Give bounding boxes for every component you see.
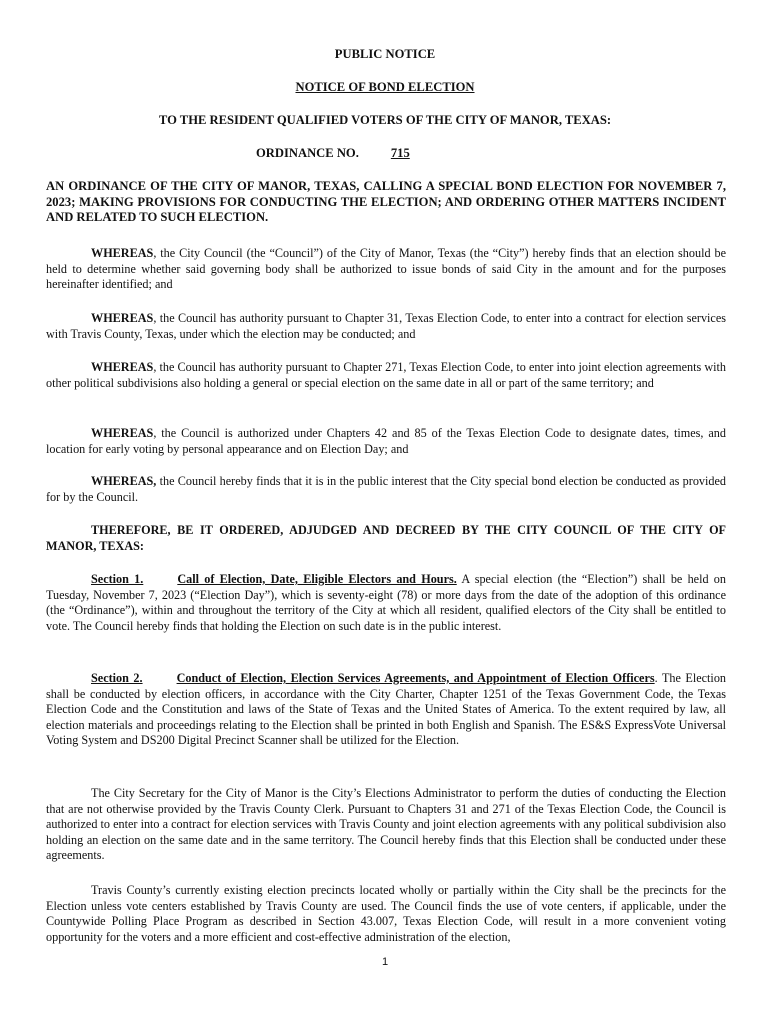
ordinance-number: 715 [390, 146, 410, 160]
whereas-lead: WHEREAS [91, 360, 154, 374]
section-2-paragraph [46, 671, 726, 749]
whereas-text: , the Council is authorized under Chapters 42 and 85 of the Texas Election Code to designate dates, times, and location for early voting by personal appearance and on Election Day; and [46, 426, 726, 456]
whereas-text: , the City Council (the “Council”) of the City of Manor, Texas (the “City”) hereby finds that an election should be held to determine whether said governing body shall be authorized to issue bonds of said City in the amount and for the purposes hereinafter identified; and [46, 246, 726, 292]
page-number: 1 [381, 956, 389, 968]
section-1-paragraph [46, 572, 726, 634]
whereas-paragraph [46, 426, 726, 457]
section-heading: Call of Election, Date, Eligible Electors and Hours. [177, 572, 457, 586]
public-notice-heading: PUBLIC NOTICE [334, 47, 436, 61]
whereas-lead: WHEREAS [91, 246, 154, 260]
ordinance-number-line [256, 146, 416, 162]
section-number: Section 1. [91, 572, 144, 586]
whereas-text: , the Council has authority pursuant to Chapter 271, Texas Election Code, to enter into joint election agreements with other political subdivisions also holding a general or special election on the same date in all or part of the same territory; and [46, 360, 726, 390]
notice-title: NOTICE OF BOND ELECTION [295, 80, 475, 94]
whereas-text: , the Council has authority pursuant to Chapter 31, Texas Election Code, to enter into a contract for election services with Travis County, Texas, under which the election may be conducted; and [46, 311, 726, 341]
whereas-lead: WHEREAS [91, 426, 154, 440]
section-text: . The Election shall be conducted by election officers, in accordance with the City Charter, Chapter 1251 of the Texas Government Code, the Texas Election Code and the Constitution and laws of the State of Texas and the United States of America. To the extent required by law, all election materials and proceedings relating to the Election shall be printed in both English and Spanish. The ES&S ExpressVote Universal Voting System and DS200 Digital Precinct Scanner shall be utilized for the Election. [46, 671, 727, 748]
whereas-paragraph [46, 360, 726, 391]
whereas-lead: WHEREAS, [91, 474, 157, 488]
body-paragraph: The City Secretary for the City of Manor is the City’s Elections Administrator to perform the duties of conducting the Election that are not otherwise provided by the Travis County Clerk. Pursuant to Chapters 31 and 271 of the Texas Election Code, the Council is authorized to enter into a contract for election services with Travis County and joint election agreements with any political subdivision also holding an election on the same date and in the same territory. The Council hereby finds that this Election shall be conducted under these agreements. [46, 786, 726, 863]
section-text: A special election (the “Election”) shall be held on Tuesday, November 7, 2023 (“Election Day”), which is seventy-eight (78) or more days from the date of the adoption of this ordinance (the “Ordinance”), within and throughout the territory of the City at which all resident, qualified electors of the City shall be entitled to vote. The Council hereby finds that holding the Election on such date is in the public interest. [46, 572, 726, 633]
body-paragraph: Travis County’s currently existing election precincts located wholly or partially within the City shall be the precincts for the Election unless vote centers established by Travis County are used. The Council finds the use of vote centers, if applicable, under the Countywide Polling Place Program as described in Section 43.007, Texas Election Code, will result in a more convenient voting opportunity for the voters and a more efficient and cost-effective administration of the election, [46, 883, 726, 944]
whereas-text: the Council hereby finds that it is in the public interest that the City special bond election be conducted as provided for by the Council. [46, 474, 726, 504]
ordinance-label: ORDINANCE NO. [256, 146, 359, 160]
whereas-paragraph [46, 474, 726, 505]
whereas-paragraph [46, 246, 726, 293]
ordinance-title: AN ORDINANCE OF THE CITY OF MANOR, TEXAS, CALLING A SPECIAL BOND ELECTION FOR NOVEMBER 7, 2023; MAKING PROVISIONS FOR CONDUCTING THE ELECTION; AND ORDERING OTHER MATTERS INCIDENT AND RELATED TO SUCH ELECTION. [46, 179, 726, 225]
therefore-clause: THEREFORE, BE IT ORDERED, ADJUDGED AND DECREED BY THE CITY COUNCIL OF THE CITY OF MANOR, TEXAS: [46, 523, 726, 553]
section-number: Section 2. [91, 671, 143, 685]
whereas-lead: WHEREAS [91, 311, 154, 325]
addressed-to: TO THE RESIDENT QUALIFIED VOTERS OF THE CITY OF MANOR, TEXAS: [158, 113, 612, 127]
whereas-paragraph [46, 311, 726, 342]
section-heading: Conduct of Election, Election Services Agreements, and Appointment of Election Officers [176, 671, 655, 685]
